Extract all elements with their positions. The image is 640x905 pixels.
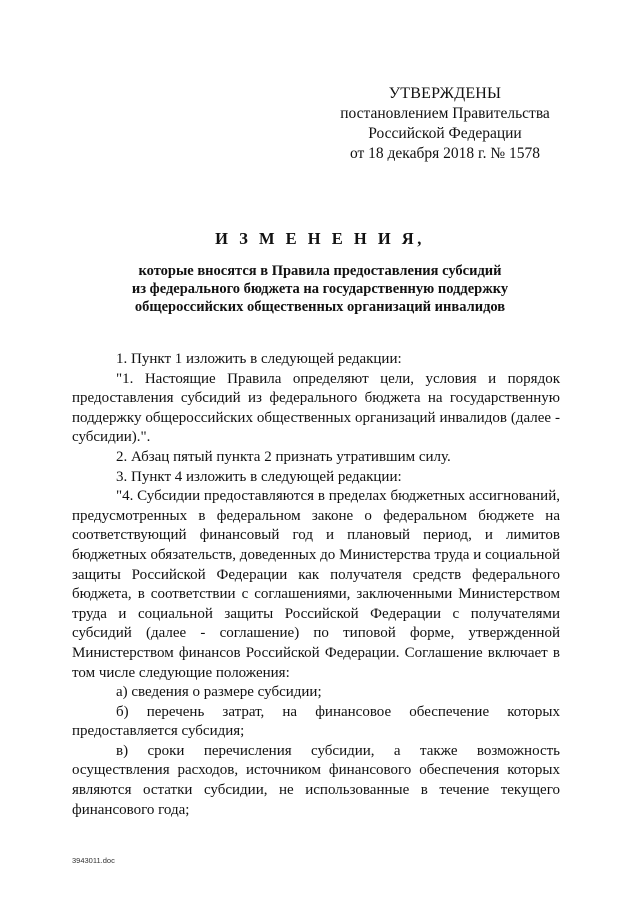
paragraph-subitem-b: б) перечень затрат, на финансовое обеспечение которых предоставляется субсидия; (72, 703, 560, 740)
paragraph-item-2: 2. Абзац пятый пункта 2 признать утратившим силу. (116, 448, 451, 465)
document-file-code: 3943011.doc (72, 856, 115, 865)
approval-title: УТВЕРЖДЕНЫ (388, 85, 502, 102)
approval-line-government: Российской Федерации (368, 125, 522, 142)
approval-block (320, 84, 570, 164)
paragraph-item-1-text: "1. Настоящие Правила определяют цели, условия и порядок предоставления субсидий из федерального бюджета на государственную поддержку общероссийских общественных организаций инвалидов (далее - субсидии).". (72, 370, 560, 446)
paragraph-item-1: 1. Пункт 1 изложить в следующей редакции: (116, 351, 402, 367)
document-body (72, 350, 560, 820)
approval-line-resolution: постановлением Правительства (340, 105, 550, 122)
document-subtitle-line-1: которые вносятся в Правила предоставления субсидий (138, 263, 502, 279)
paragraph-item-3-text: "4. Субсидии предоставляются в пределах бюджетных ассигнований, предусмотренных в федеральном законе о федеральном бюджете на соответствующий финансовый год и плановый период, и лимитов бюджетных обязательств, доведенных до Министерства труда и социальной защиты Российской Федерации как получателя средств федерального бюджета, в соответствии с соглашениями, заключенными Министерством труда и социальной защиты Российской Федерации с получателями субсидий (далее - соглашение) по типовой форме, утвержденной Министерством финансов Российской Федерации. Соглашение включает в том числе следующие положения: (72, 488, 560, 681)
paragraph-subitem-a: а) сведения о размере субсидии; (116, 684, 322, 701)
document-subtitle-line-3: общероссийских общественных организаций инвалидов (134, 299, 506, 315)
document-title: И З М Е Н Е Н И Я, (215, 229, 425, 248)
paragraph-item-3: 3. Пункт 4 изложить в следующей редакции: (116, 468, 402, 485)
approval-line-date-number: от 18 декабря 2018 г. № 1578 (349, 145, 541, 162)
document-subtitle-line-2: из федерального бюджета на государственную поддержку (131, 281, 509, 297)
paragraph-subitem-v: в) сроки перечисления субсидии, а также возможность осуществления расходов, источником финансового обеспечения которых являются остатки субсидии, не использованные в течение текущего финансового года; (72, 742, 560, 818)
document-heading (70, 228, 570, 316)
